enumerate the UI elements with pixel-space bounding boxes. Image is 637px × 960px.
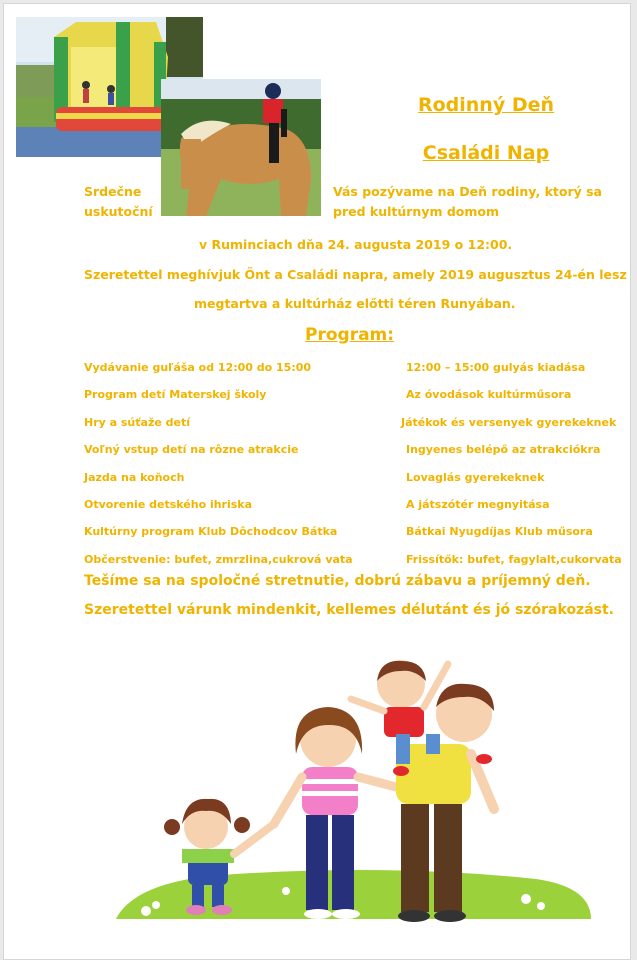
intro-left-1: Srdečne (84, 184, 142, 199)
hu-intro-line-1: Szeretettel meghívjuk Önt a Családi napra, amely 2019 augusztus 24-én lesz (84, 267, 627, 282)
title-slovak: Rodinný Deň (417, 94, 555, 116)
program-item-hu: Bátkai Nyugdíjas Klub műsora (406, 525, 593, 538)
family-illustration (96, 629, 606, 929)
flyer-page (3, 3, 631, 960)
program-item-sk: Hry a súťaže detí (84, 416, 190, 429)
closing-slovak: Tešíme sa na spoločné stretnutie, dobrú zábavu a príjemný deň. (84, 573, 591, 589)
title-hungarian: Családi Nap (422, 142, 550, 164)
program-item-sk: Program detí Materskej školy (84, 388, 267, 401)
program-item-sk: Otvorenie detského ihriska (84, 498, 253, 511)
program-item-sk: Jazda na koňoch (84, 471, 185, 484)
intro-left-2: uskutoční (84, 204, 153, 219)
program-heading: Program: (305, 325, 395, 345)
program-item-hu: Ingyenes belépő az atrakciókra (406, 443, 601, 456)
program-item-hu: Lovaglás gyerekeknek (406, 471, 545, 484)
program-item-hu: 12:00 – 15:00 gulyás kiadása (406, 361, 586, 374)
intro-right-2: pred kultúrnym domom (333, 204, 500, 219)
intro-line-3: v Ruminciach dňa 24. augusta 2019 o 12:00. (199, 237, 513, 252)
program-item-hu: Az óvodások kultúrműsora (406, 388, 572, 401)
intro-right-1: Vás pozývame na Deň rodiny, ktorý sa (333, 184, 602, 199)
program-item-sk: Kultúrny program Klub Dôchodcov Bátka (84, 525, 338, 538)
program-item-hu: A játszótér megnyitása (406, 498, 550, 511)
closing-hungarian: Szeretettel várunk mindenkit, kellemes délutánt és jó szórakozást. (84, 602, 614, 618)
program-item-sk: Voľný vstup detí na rôzne atrakcie (84, 443, 299, 456)
program-item-hu: Frissítők: bufet, fagylalt,cukorvata (406, 553, 622, 566)
program-item-hu: Játékok és versenyek gyerekeknek (401, 416, 617, 429)
horse-riding-photo (161, 79, 321, 216)
program-item-sk: Občerstvenie: bufet, zmrzlina,cukrová vata (84, 553, 353, 566)
program-item-sk: Vydávanie guľáša od 12:00 do 15:00 (84, 361, 312, 374)
hu-intro-line-2: megtartva a kultúrház előtti téren Runyában. (194, 296, 516, 311)
